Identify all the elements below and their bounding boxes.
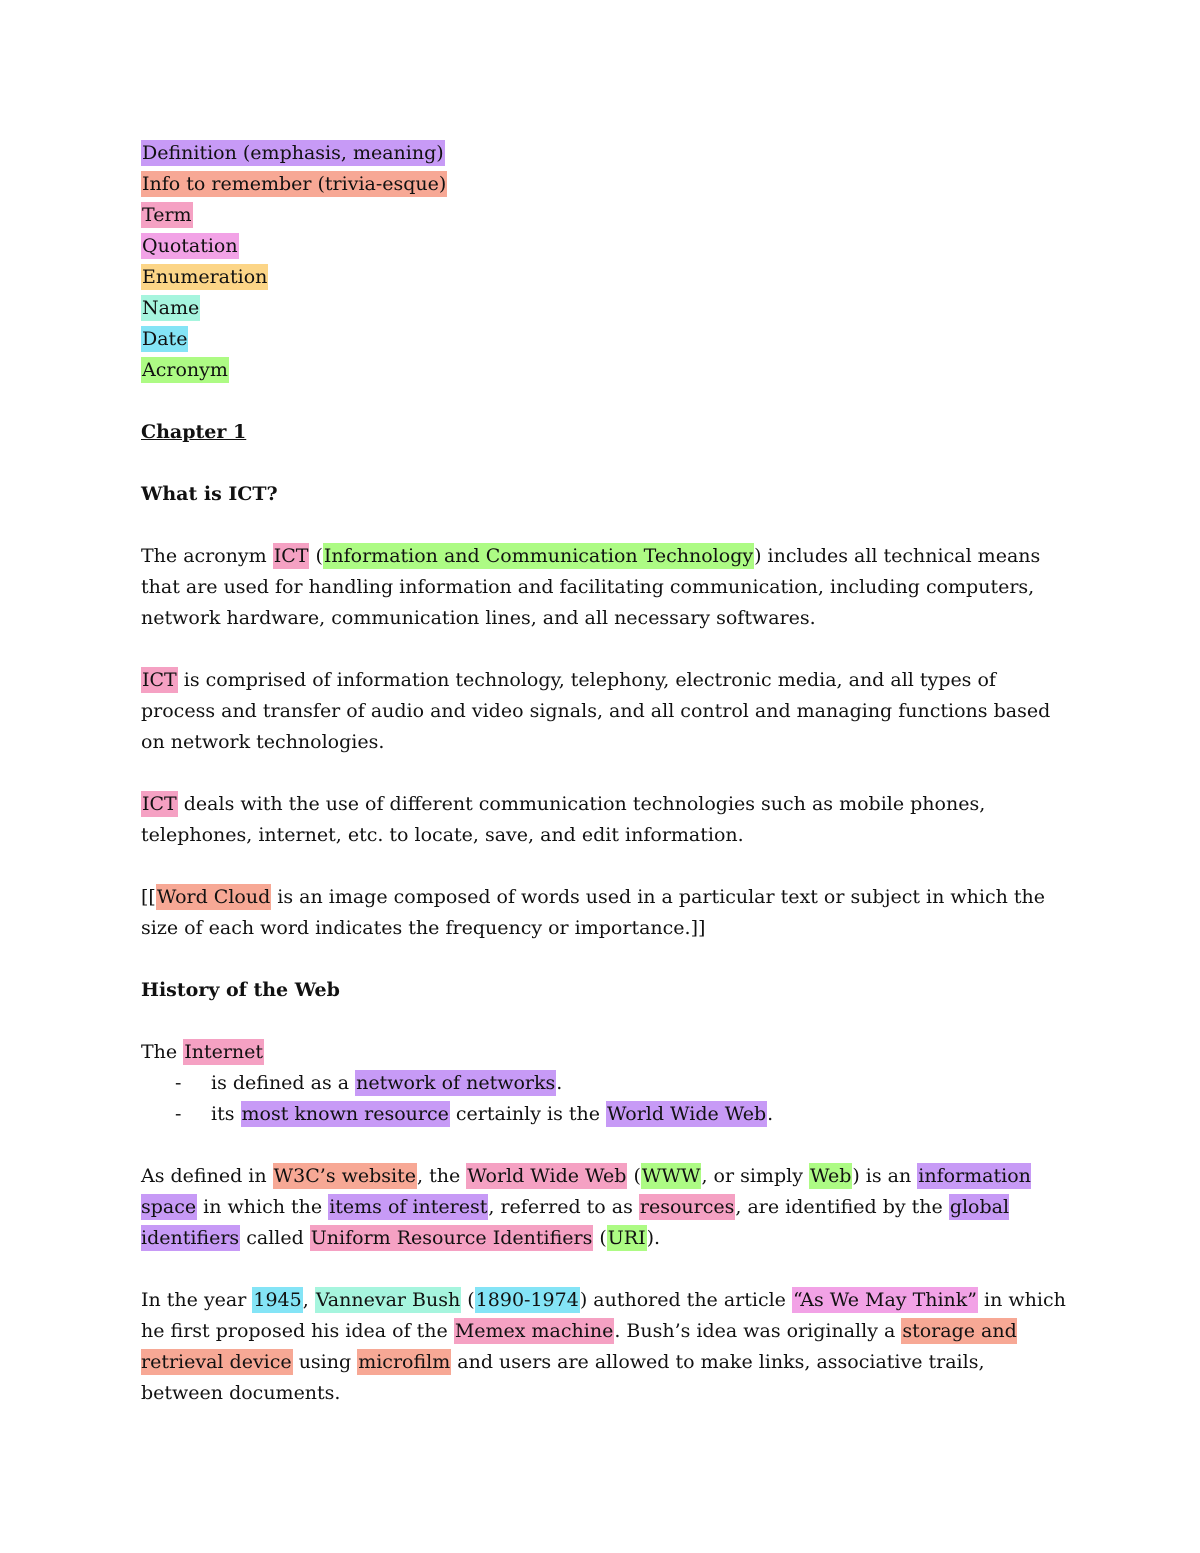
term-ict: ICT	[142, 793, 177, 815]
legend-item-definition: Definition (emphasis, meaning)	[142, 142, 444, 164]
paragraph-memex: In the year 1945, Vannevar Bush (1890-1974) authored the article “As We May Think” in which he first proposed his idea of the Memex machine. Bush’s idea was originally a storage and retrieval device using microfilm and users are allowed to make links, associative trails, between documents.	[141, 1289, 1066, 1404]
term-ict: ICT	[273, 545, 309, 567]
paragraph-ict-definition: The acronym ICT (Information and Communication Technology) includes all technical means that are used for handling information and facilitating communication, including computers, network hardware, communication lines, and all necessary softwares.	[141, 545, 1041, 629]
list-item: - its most known resource certainly is the World Wide Web.	[175, 1103, 774, 1125]
legend-item-info: Info to remember (trivia-esque)	[142, 173, 447, 195]
paragraph-internet: The Internet	[141, 1041, 264, 1063]
chapter-title: Chapter 1	[141, 421, 247, 443]
paragraph-word-cloud: [[Word Cloud is an image composed of words used in a particular text or subject in which the size of each word indicates the frequency or importance.]]	[141, 886, 1046, 939]
legend-item-acronym: Acronym	[142, 359, 228, 381]
term-word-cloud: Word Cloud	[156, 886, 271, 908]
section-heading-ict: What is ICT?	[141, 483, 278, 505]
term-ict: ICT	[142, 669, 177, 691]
section-heading-history: History of the Web	[141, 979, 340, 1001]
paragraph-www-definition: As defined in W3C’s website, the World Wide Web (WWW, or simply Web) is an information space in which the items of interest, referred to as resources, are identified by the global identifiers called Uniform Resource Identifiers (URI).	[141, 1165, 1031, 1249]
list-item: - is defined as a network of networks.	[175, 1072, 563, 1094]
internet-bullet-list	[141, 1068, 1071, 1130]
paragraph-ict-usage: ICT deals with the use of different communication technologies such as mobile phones, telephones, internet, etc. to locate, save, and edit information.	[141, 793, 986, 846]
legend-item-name: Name	[142, 297, 200, 319]
legend-item-term: Term	[142, 204, 192, 226]
document-page	[141, 138, 1071, 1409]
legend-item-date: Date	[142, 328, 188, 350]
acronym-expansion: Information and Communication Technology	[323, 545, 754, 567]
highlight-legend	[141, 138, 1071, 386]
legend-item-quotation: Quotation	[142, 235, 238, 257]
term-internet: Internet	[184, 1041, 264, 1063]
legend-item-enumeration: Enumeration	[142, 266, 268, 288]
paragraph-ict-components: ICT is comprised of information technology, telephony, electronic media, and all types of process and transfer of audio and video signals, and all control and managing functions based on network technologies.	[141, 669, 1051, 753]
